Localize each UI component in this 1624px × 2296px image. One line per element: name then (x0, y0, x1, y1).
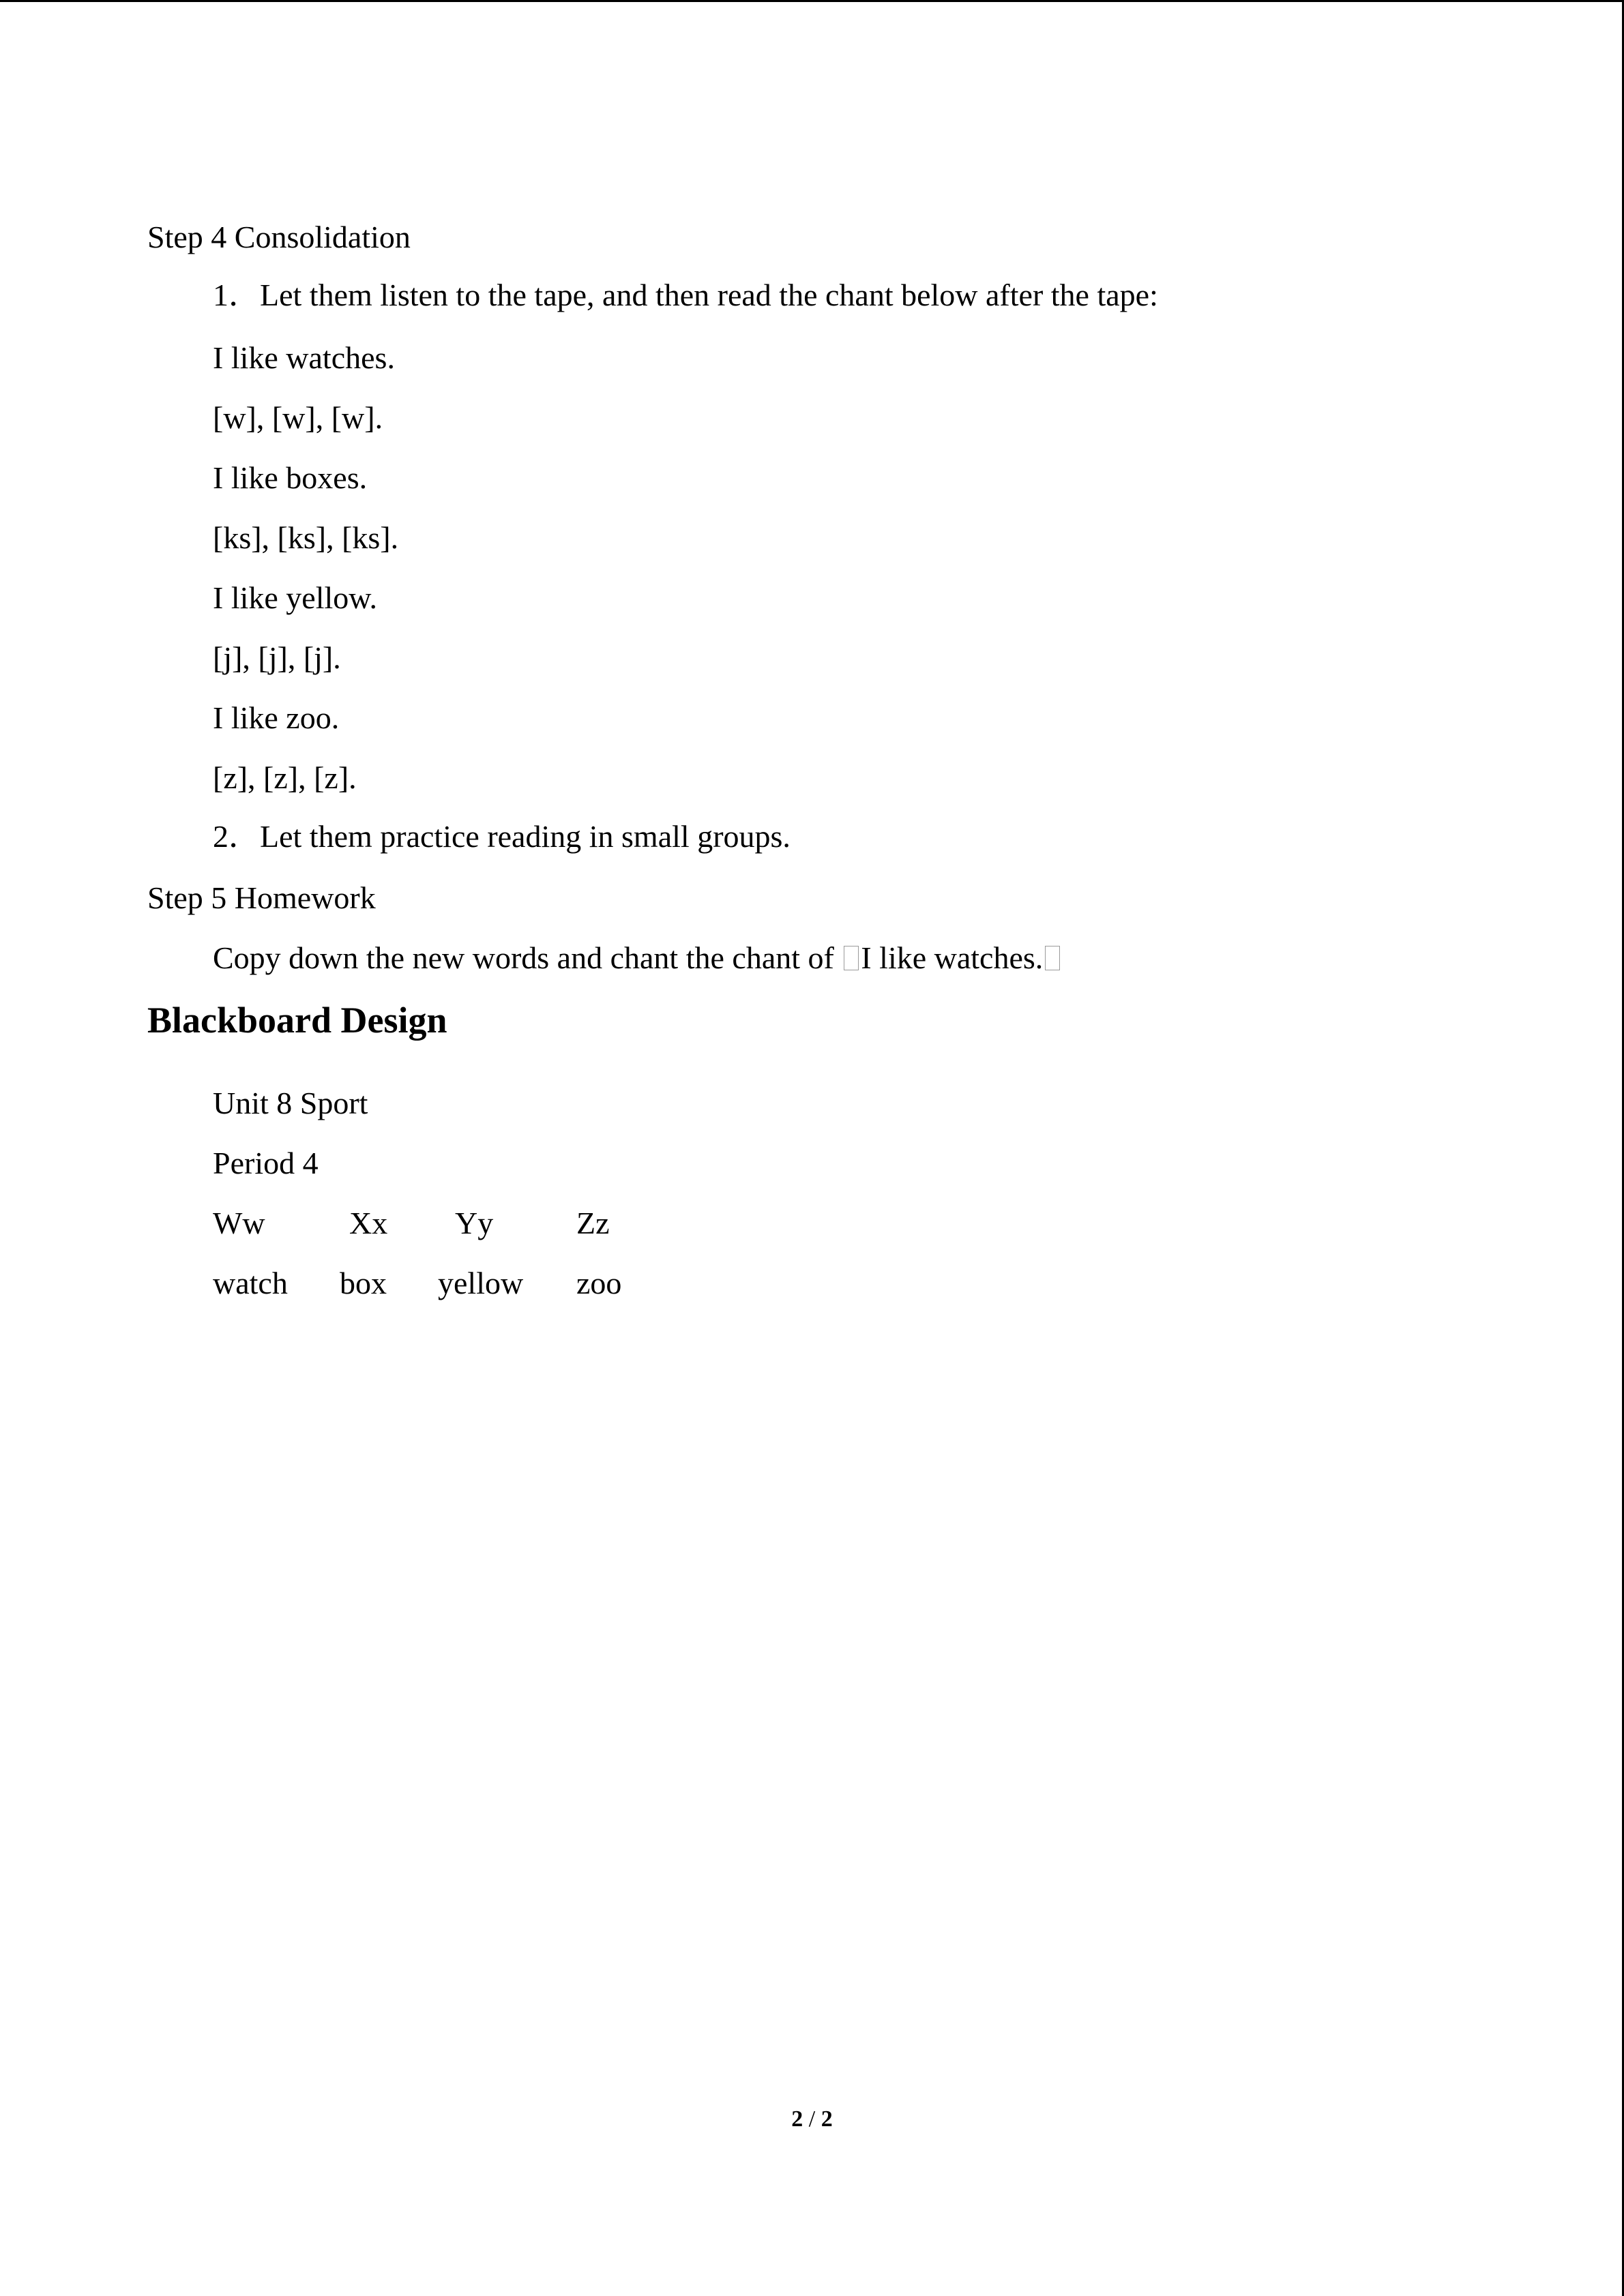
homework-text-before: Copy down the new words and chant the chant of (213, 940, 842, 975)
blackboard-period: Period 4 (213, 1146, 319, 1180)
chant-line: I like yellow. (213, 580, 378, 615)
homework-chant-title: I like watches. (861, 940, 1044, 975)
chant-line: I like watches. (213, 340, 395, 375)
chant-line: [z], [z], [z]. (213, 760, 357, 795)
step4-title: Step 4 Consolidation (147, 220, 411, 254)
word-cell: box (340, 1266, 387, 1300)
step4-item-1: 1．Let them listen to the tape, and then read the chant below after the tape: (213, 278, 1158, 312)
missing-glyph-box (1045, 946, 1060, 970)
page-current: 2 (791, 2106, 803, 2132)
letter-cell: Ww (213, 1206, 265, 1240)
word-cell: yellow (438, 1266, 524, 1300)
missing-glyph-box (844, 946, 859, 970)
letter-cell: Yy (455, 1206, 494, 1240)
chant-line: [w], [w], [w]. (213, 400, 383, 435)
step5-homework-text (213, 939, 1062, 977)
page-total: 2 (821, 2106, 833, 2132)
blackboard-heading: Blackboard Design (147, 1000, 447, 1041)
blackboard-unit: Unit 8 Sport (213, 1086, 368, 1120)
chant-line: [ks], [ks], [ks]. (213, 520, 399, 555)
word-cell: zoo (576, 1266, 622, 1300)
letter-cell: Xx (349, 1206, 388, 1240)
step4-item-2: 2．Let them practice reading in small groups. (213, 819, 791, 854)
chant-line: [j], [j], [j]. (213, 640, 341, 675)
page-number (0, 2106, 1624, 2133)
letter-cell: Zz (576, 1206, 610, 1240)
chant-line: I like boxes. (213, 460, 368, 495)
step5-title: Step 5 Homework (147, 880, 376, 915)
chant-line: I like zoo. (213, 700, 340, 735)
page-separator: / (803, 2106, 821, 2132)
word-cell: watch (213, 1266, 288, 1300)
